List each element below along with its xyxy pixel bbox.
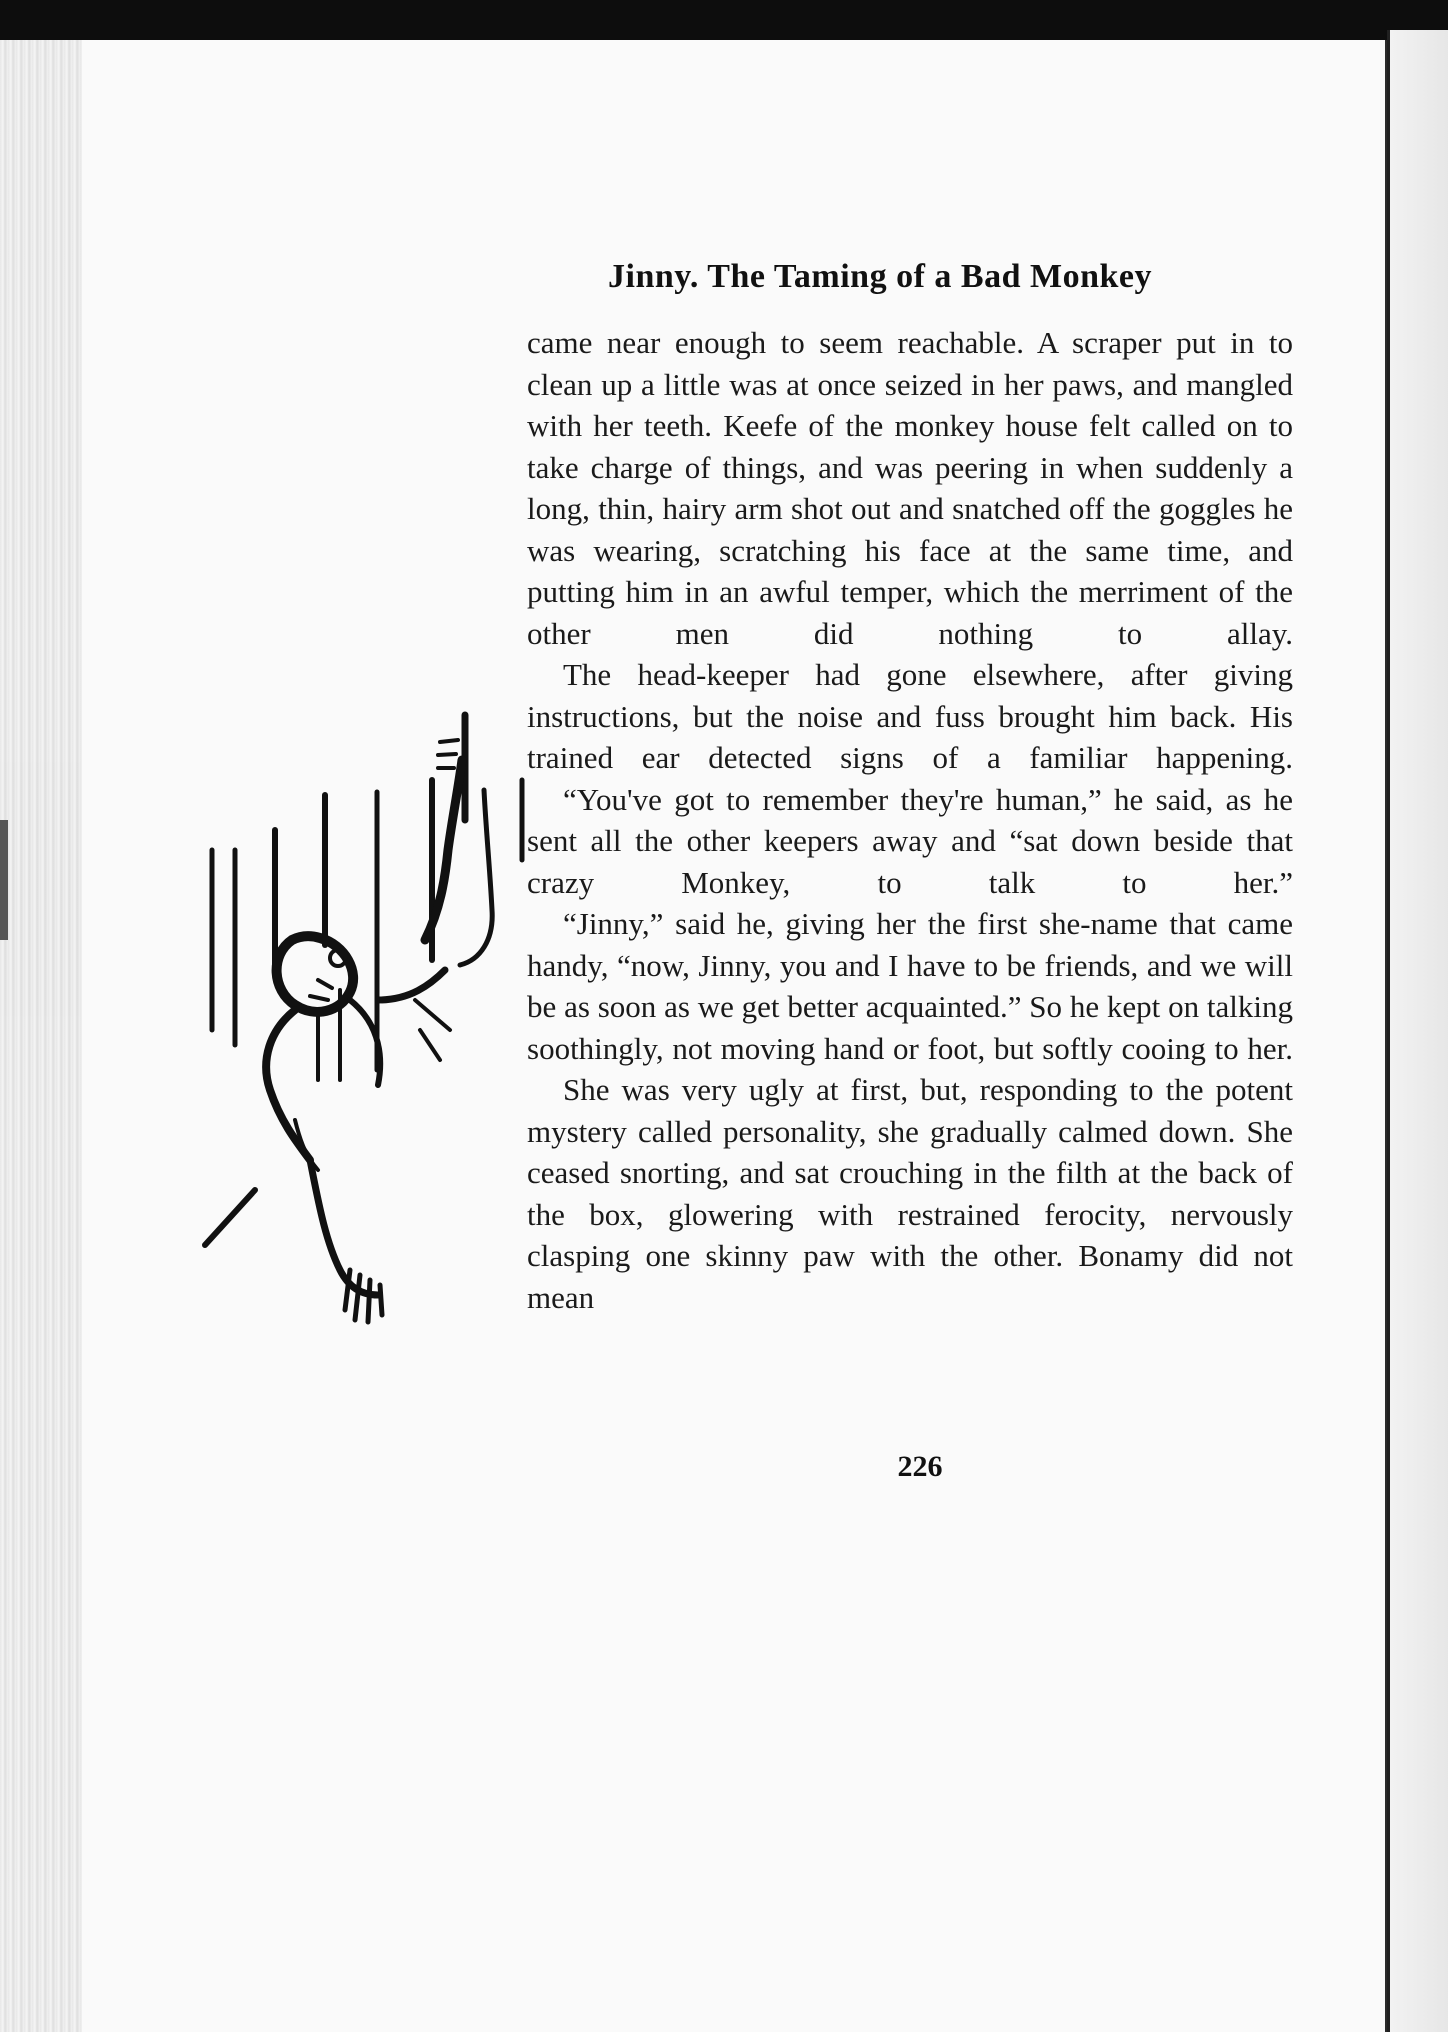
paragraph-1: came near enough to seem reachable. A scraper put in to clean up a little was at once seized in her paws, and mangled with her teeth. Keefe of the monkey house felt called on to take charge of things, and was peering in when suddenly a long, thin, hairy arm shot out and snatched off the goggles he was wearing, scratching his face at the same time, and putting him in an awful temper, which the merriment of the other men did nothing to allay. — [527, 325, 1293, 651]
body-text — [527, 322, 1293, 1318]
monkey-behind-bars-drawing — [200, 700, 540, 1380]
paragraph-5: She was very ugly at first, but, responding to the potent mystery called personality, she gradually calmed down. She ceased snorting, and sat crouching in the filth at the back of the box, glowering with restrained ferocity, nervously clasping one skinny paw with the other. Bonamy did not mean — [527, 1072, 1293, 1315]
page-edge-stack — [0, 40, 82, 2032]
page-number: 226 — [897, 1450, 943, 1483]
running-head: Jinny. The Taming of a Bad Monkey — [608, 258, 1152, 295]
paragraph-3: “You've got to remember they're human,” he said, as he sent all the other keepers away and “sat down beside that crazy Monkey, to talk to her.” — [527, 781, 1293, 900]
paragraph-4: “Jinny,” said he, giving her the first she-name that came handy, “now, Jinny, you and I have to be friends, and we will be as soon as we get better acquainted.” So he kept on talking soothingly, not moving hand or foot, but softly cooing to her. — [527, 906, 1293, 1066]
paragraph-2: The head-keeper had gone elsewhere, after giving instructions, but the noise and fuss brought him back. His trained ear detected signs of a familiar happening. — [527, 657, 1293, 775]
facing-page-edge — [1387, 30, 1448, 2032]
